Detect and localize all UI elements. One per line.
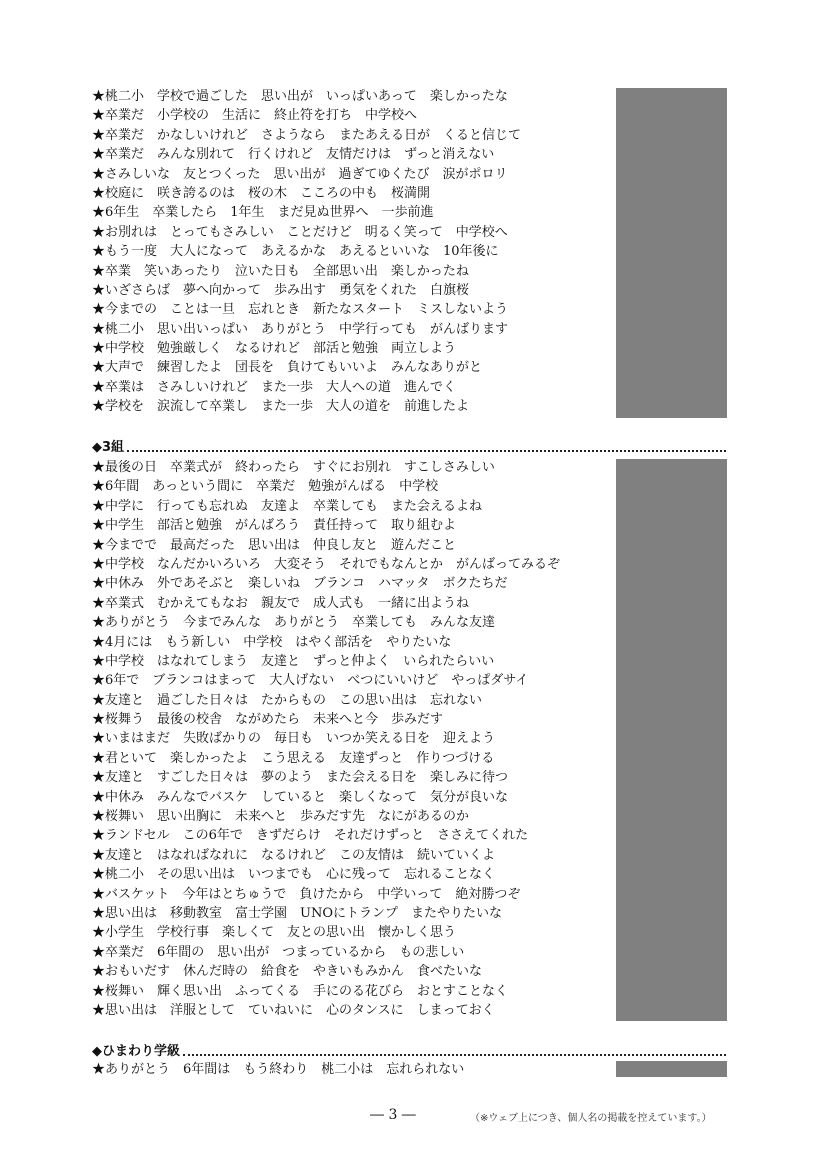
poem-line: ★中学に 行っても忘れぬ 友達よ 卒業しても また会えるよね (92, 498, 483, 514)
redacted-names-bar (616, 459, 727, 1021)
poem-line: ★学校を 涙流して卒業し また一歩 大人の道を 前進したよ (92, 399, 470, 415)
poem-line: ★卒業だ みんな別れて 行くけれど 友情だけは ずっと消えない (92, 147, 495, 163)
poem-line: ★お別れは とってもさみしい ことだけど 明るく笑って 中学校へ (92, 224, 508, 240)
poem-line: ★いざさらば 夢へ向かって 歩み出す 勇気をくれた 白旗桜 (92, 282, 470, 298)
poem-line: ★もう一度 大人になって あえるかな あえるといいな 10年後に (92, 244, 499, 260)
poem-line: ★卒業だ 小学校の 生活に 終止符を打ち 中学校へ (92, 108, 418, 124)
poem-list-previous-class (92, 87, 521, 417)
poem-line: ★思い出は 洋服として ていねいに 心のタンスに しまっておく (92, 1002, 495, 1018)
poem-line: ★中休み 外であそぶと 楽しいね ブランコ ハマッタ ボクたちだ (92, 576, 508, 592)
poem-line: ★友達と はなればなれに なるけれど この友情は 続いていくよ (92, 847, 496, 863)
poem-line: ★中学校 勉強厳しく なるけれど 部活と勉強 両立しよう (92, 341, 457, 357)
poem-line: ★桃二小 思い出いっぱい ありがとう 中学行っても がんばります (92, 321, 509, 337)
poem-line: ★今までで 最高だった 思い出は 仲良し友と 遊んだこと (92, 537, 457, 553)
poem-line: ★思い出は 移動教室 富士学園 UNOにトランプ またやりたいな (92, 905, 502, 921)
poem-line: ★卒業だ かなしいけれど さようなら またあえる日が くると信じて (92, 127, 522, 143)
poem-line: ★4月には もう新しい 中学校 はやく部活を やりたいな (92, 634, 452, 650)
poem-line: ★中学校 はなれてしまう 友達と ずっと仲よく いられたらいい (92, 653, 495, 669)
poem-line: ★6年生 卒業したら 1年生 まだ見ぬ世界へ 一歩前進 (92, 205, 434, 221)
dotted-leader (183, 1054, 726, 1056)
poem-line: ★ランドセル この6年で きずだらけ それだけずっと ささえてくれた (92, 828, 529, 844)
redacted-names-bar (616, 1061, 727, 1077)
page-number: ― 3 ― (370, 1107, 416, 1123)
poem-line: ★中学生 部活と勉強 がんばろう 責任持って 取り組むよ (92, 518, 457, 534)
poem-line: ★卒業だ 6年間の 思い出が つまっているから もの悲しい (92, 944, 465, 960)
poem-line: ★中休み みんなでバスケ していると 楽しくなって 気分が良いな (92, 789, 509, 805)
privacy-note: （※ウェブ上につき、個人名の掲載を控えています。） (470, 1113, 712, 1124)
poem-line: ★ありがとう 6年間は もう終わり 桃二小は 忘れられない (92, 1062, 465, 1077)
poem-line: ★卒業式 むかえてもなお 親友で 成人式も 一緒に出ようね (92, 595, 470, 611)
poem-line: ★校庭に 咲き誇るのは 桜の木 こころの中も 桜満開 (92, 185, 431, 201)
poem-line: ★今までの ことは一旦 忘れとき 新たなスタート ミスしないよう (92, 302, 509, 318)
poem-line: ★桃二小 その思い出は いつまでも 心に残って 忘れることなく (92, 867, 496, 883)
poem-list-himawari (92, 1060, 464, 1079)
poem-line: ★大声で 練習したよ 団長を 負けてもいいよ みんなありがと (92, 360, 483, 376)
poem-line: ★卒業は さみしいけれど また一歩 大人への道 進んでく (92, 379, 457, 395)
section-heading-himawari (92, 1043, 726, 1061)
section-heading-text: ◆ひまわり学級 (92, 1044, 180, 1059)
poem-line: ★6年で ブランコはまって 大人げない べつにいいけど やっぱダサイ (92, 673, 529, 689)
poem-line: ★桜舞い 思い出胸に 未来へと 歩みだす先 なにがあるのか (92, 809, 470, 825)
poem-line: ★桜舞う 最後の校舎 ながめたら 未来へと今 歩みだす (92, 712, 444, 728)
poem-line: ★中学校 なんだかいろいろ 大変そう それでもなんとか がんばってみるぞ (92, 556, 561, 572)
redacted-names-bar (616, 88, 727, 418)
poem-line: ★バスケット 今年はとちゅうで 負けたから 中学いって 絶対勝つぞ (92, 886, 521, 902)
poem-line: ★友達と すごした日々は 夢のよう また会える日を 楽しみに待つ (92, 770, 509, 786)
poem-line: ★最後の日 卒業式が 終わったら すぐにお別れ すこしさみしい (92, 460, 495, 475)
poem-line: ★6年間 あっという間に 卒業だ 勉強がんばる 中学校 (92, 479, 439, 495)
poem-line: ★いまはまだ 失敗ばかりの 毎日も いつか笑える日を 迎えよう (92, 731, 496, 747)
poem-list-class-3 (92, 458, 560, 1020)
poem-line: ★桃二小 学校で過ごした 思い出が いっぱいあって 楽しかったな (92, 89, 508, 104)
poem-line: ★君といて 楽しかったよ こう思える 友達ずっと 作りつづける (92, 750, 495, 766)
poem-line: ★卒業 笑いあったり 泣いた日も 全部思い出 楽しかったね (92, 263, 469, 279)
section-heading-class-3 (92, 439, 726, 457)
section-heading-text: ◆3組 (92, 440, 125, 455)
poem-line: ★友達と 過ごした日々は たからもの この思い出は 忘れない (92, 692, 483, 708)
poem-line: ★小学生 学校行事 楽しくて 友との思い出 懐かしく思う (92, 925, 457, 941)
poem-line: ★おもいだす 休んだ時の 給食を やきいもみかん 食べたいな (92, 964, 483, 980)
poem-line: ★桜舞い 輝く思い出 ふってくる 手にのる花びら おとすことなく (92, 983, 509, 999)
poem-line: ★ありがとう 今までみんな ありがとう 卒業しても みんな友達 (92, 615, 496, 631)
poem-line: ★さみしいな 友とつくった 思い出が 過ぎてゆくたび 涙がポロリ (92, 166, 508, 182)
dotted-leader (127, 450, 726, 452)
